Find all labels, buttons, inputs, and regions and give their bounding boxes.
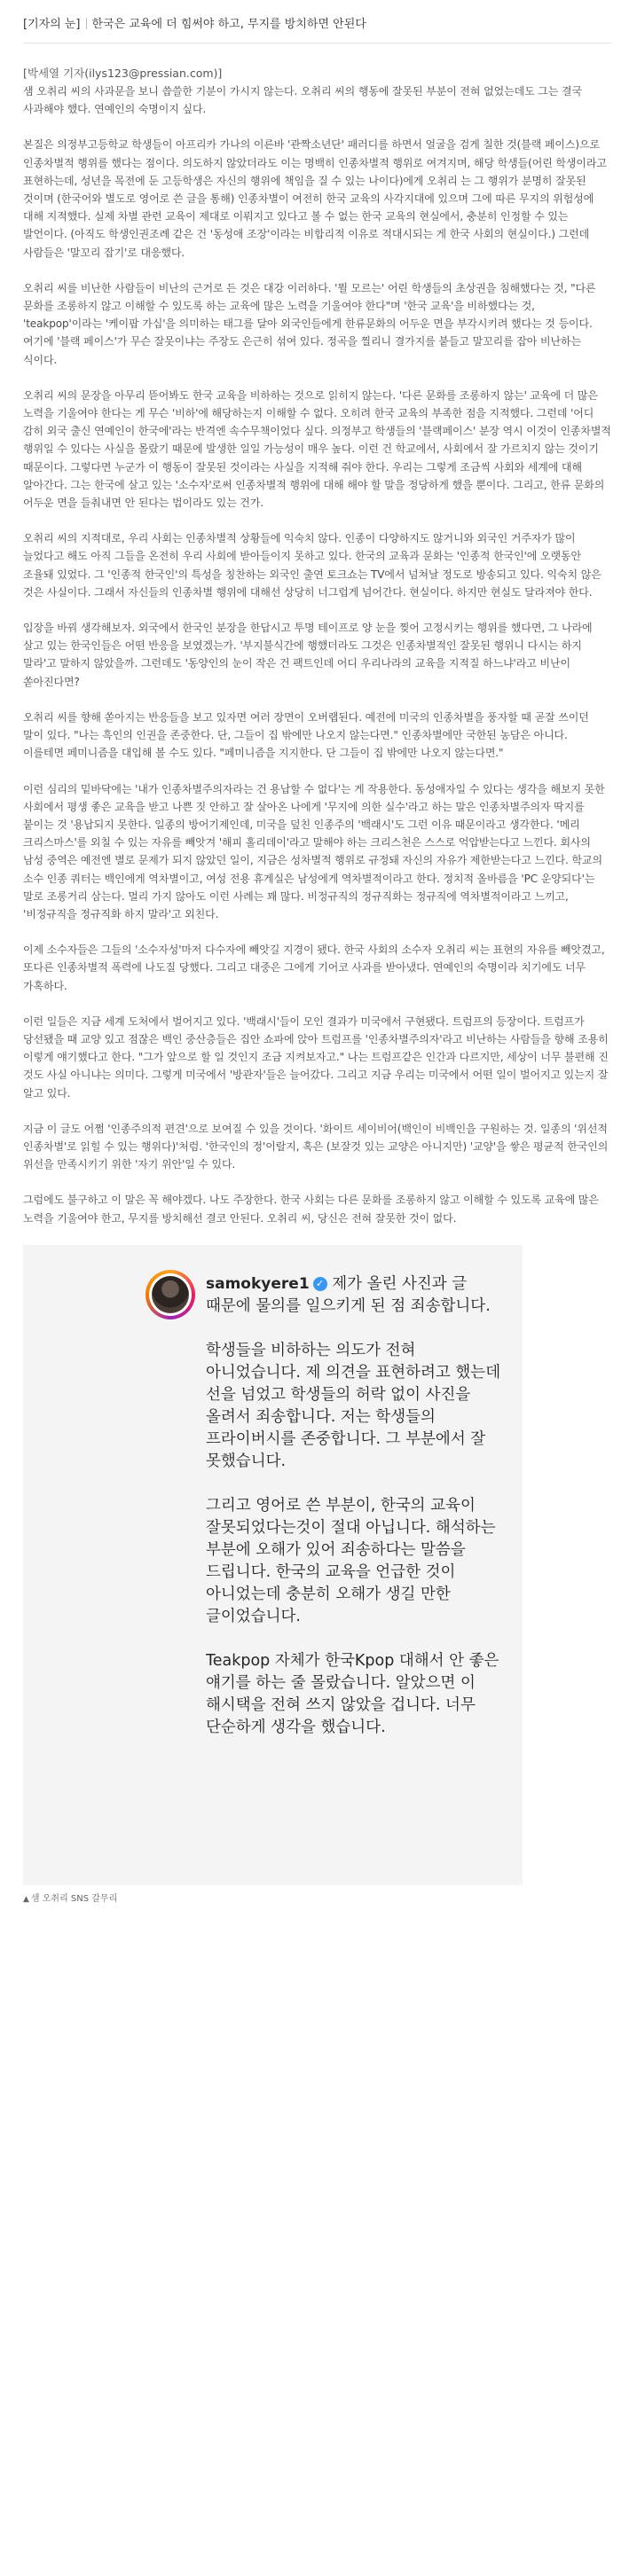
paragraph-9: 이제 소수자들은 그들의 '소수자성'마저 다수자에 빼앗길 지경이 됐다. 한국 사회의 소수자 오취리 씨는 표현의 자유를 빼앗겼고, 또다른 인종차별적 폭력에 나도질 당했다. 그리고 대중은 그에게 기어코 사과를 받아냈다. 연예인의 숙명이라 치기에도 너무 가혹하다. [23, 943, 605, 992]
sns-block-3: Teakpop 자체가 한국Kpop 대해서 안 좋은 얘기를 하는 줄 몰랐습니다. 알았으면 이 해시택을 전혀 쓰지 않았을 겁니다. 너무 단순하게 생각을 했습니다. [206, 1651, 499, 1736]
paragraph-1: 샘 오취리 씨의 사과문을 보니 씁쓸한 기분이 가시지 않는다. 오취리 씨의 행동에 잘못된 부분이 전혀 없었는데도 그는 결국 사과해야 했다. 연예인의 숙명이지 싶다. [23, 85, 582, 116]
sns-username: samokyere1 ✓ [206, 1275, 327, 1293]
paragraph-3: 오취리 씨를 비난한 사람들이 비난의 근거로 든 것은 대강 이러하다. '뭘 모르는' 어린 학생들의 초상권을 침해했다는 것, "다른 문화를 조롱하지 않고 이해할 수 있도록 하는 교육에 많은 노력을 기울여야 한다"며 '한국 교육'을 비하했다는 것, 'teakpop'이라는 '케이팝 가십'을 의미하는 태그를 달아 외국인들에게 한류문화의 어두운 면을 부각시키려 했다는 것 등이다. 여기에 '블랙 페이스'가 무슨 잘못이냐는 주장도 은근히 섞여 있다. 정곡을 찔리니 결가지를 붙들고 말꼬리를 잡아 비난하는 식이다. [23, 281, 596, 366]
profile-photo [152, 1276, 189, 1313]
headline-divider [86, 18, 87, 29]
caption-marker-icon: ▲ [23, 1894, 29, 1904]
headline-tag: [기자의 눈] [23, 18, 81, 31]
paragraph-10: 이런 일들은 지금 세계 도처에서 벌어지고 있다. '백래시'들이 모인 결과가 미국에서 구현됐다. 트럼프의 등장이다. 트럼프가 당선됐을 때 교양 있고 점잖은 백인 중산층들은 집안 쇼파에 앉아 트럼프를 '인종차별주의자'라고 비난하는 사람들을 향해 조용히 이렇게 얘기했다고 한다. "그가 앞으로 할 일 것인지 조금 지켜보자고." 나는 트럼프같은 인간과 다르지만, 세상이 너무 불편해 진 것도 사실 아니냐는 의미다. 그렇게 미국에서 '방관자'들은 늘어갔다. 그리고 지금 우리는 미국에서 어떤 일이 벌어지고 있는지 잘 알고 있다. [23, 1014, 609, 1100]
caption-text: 샘 오취리 SNS 갈무리 [30, 1893, 118, 1904]
paragraph-6: 입장을 바꿔 생각해보자. 외국에서 한국인 분장을 한답시고 투명 테이프로 양 눈을 찢어 고정시키는 행위를 했다면, 그 나라에 살고 있는 한국인들은 어떤 반응을 보였겠는가. '부지불식간에 행했더라도 그것은 인종차별적인 잘못된 행위니 다시는 하지 말라'고 말하지 않았을까. 그런데도 '동양인의 눈이 작은 건 팩트인데 어디 우리나라의 교육을 지적질 하느냐'라고 비난이 쏟아진다면? [23, 622, 593, 688]
headline-title: 한국은 교육에 더 힘써야 하고, 무지를 방치하면 안된다 [91, 18, 366, 31]
byline: [박세열 기자(ilys123@pressian.com)] [23, 67, 223, 80]
paragraph-8: 이런 심리의 밑바닥에는 '내가 인종차별주의자라는 건 용납할 수 없다'는 게 작용한다. 동성애자일 수 있다는 생각을 해보지 못한 사회에서 평생 좋은 교육을 받고 나쁜 짓 안하고 잘 살아온 나에게 '무지에 의한 실수'라고 하는 말은 인종차별주의자 딱지를 붙이는 것 '용납되지 못한다. 일종의 방어기제인데, 미국을 덮친 인종주의 '백래시'도 그런 이유 때문이라고 생각한다. '메리 크리스마스'를 외칠 수 있는 자유를 빼앗겨 '해피 홀리데이'라고 말해야 하는 크리스천은 스스로 억압받는다고 느낀다. 회사의 남성 중역은 예전엔 별로 문제가 되지 않았던 일이, 지금은 성차별적 행위로 규정돼 자신의 자유가 제한받는다고 느낀다. 학교의 소수 인종 쿼터는 백인에게 역차별이고, 여성 전용 휴게실은 남성에게 역차별적이라고 한다. 정치적 올바름을 'PC 운양되다'는 말로 조롱거리 삼는다. 멀리 가지 않아도 이런 사례는 꽤 많다. 비정규직의 정규직화는 정규직에 역차별적이라고 느끼고, '비정규직을 정규직화 하지 말라'고 외친다. [23, 782, 605, 920]
avatar [145, 1270, 195, 1319]
article-headline [23, 11, 611, 43]
sns-block-2: 그리고 영어로 쓴 부분이, 한국의 교육이 잘못되었다는것이 절대 아닙니다. 해석하는 부분에 오해가 있어 죄송하다는 말씀을 드립니다. 한국의 교육을 언급한 것이 아니었는데 충분히 오해가 생길 만한 글이었습니다. [206, 1496, 496, 1625]
sns-block-1: 학생들을 비하하는 의도가 전혀 아니었습니다. 제 의견을 표현하려고 했는데 선을 넘었고 학생들의 허락 없이 사진을 올려서 죄송합니다. 저는 학생들의 프라이버시를 존중합니다. 그 부분에서 잘 못했습니다. [206, 1341, 501, 1470]
sns-first-line: 제가 올린 사진과 글 때문에 물의를 일으키게 된 점 죄송합니다. [206, 1274, 491, 1315]
sns-screenshot [23, 1245, 523, 1885]
sns-post-text [206, 1273, 507, 1761]
paragraph-5: 오취리 씨의 지적대로, 우리 사회는 인종차별적 상황들에 익숙치 않다. 인종이 다양하지도 않거니와 외국인 거주자가 많이 늘었다고 해도 아직 그들을 온전히 우리 사회에 받아들이지 못하고 있다. 한국의 교육과 문화는 '인종적 한국인'에 오랫동안 조율돼 있었다. 그 '인종적 한국인'의 특성을 칭찬하는 외국인 출연 토크쇼는 TV에서 넘쳐날 정도로 방송되고 있다. 익숙치 않은 것은 사실이다. 그래서 자신들의 인종차별 행위에 대해선 상당히 너그럽게 넘어간다. 현실이다. 하지만 현실도 달라져야 한다. [23, 532, 601, 599]
paragraph-11: 지금 이 글도 어쩜 '인종주의적 편견'으로 보여질 수 있을 것이다. '화이트 세이비어(백인이 비백인을 구원하는 것. 일종의 '위선적 인종차별'로 읽힐 수 있는 행위다)'처럼. '한국인의 정'이랄지, 혹은 (보잘것 있는 교양은 아니지만) '교양'을 쌓은 평균적 한국인의 위선을 만족시키기 위한 '자기 위안'일 수 있다. [23, 1122, 609, 1171]
paragraph-4: 오취리 씨의 문장을 아무리 뜯어봐도 한국 교육을 비하하는 것으로 읽히지 않는다. '다른 문화를 조롱하지 않는' 교육에 더 많은 노력을 기울여야 한다는 게 무슨 '비하'에 해당하는지 이해할 수 없다. 오히려 한국 교육의 부족한 점을 지적했다. 그런데 '어디 감히 외국 출신 연예인이 한국에'라는 반격엔 속수무책이었다 싶다. 의정부고 학생들의 '블랙페이스' 분장 역시 이것이 인종차별적 행위일 수 있다는 사실을 몰랐기 때문에 발생한 일일 가능성이 매우 높다. 이런 건 학교에서, 사회에서 잘 가르치지 않는 것이기 때문이다. 그렇다면 누군가 이 행동이 잘못된 것이라는 사실을 지적해 줘야 한다. 우리는 그렇게 조금씩 사회와 세계에 대해 알아간다. 그는 한국에 살고 있는 '소수자'로써 인종차별적 행위에 대해 해야 할 말을 정당하게 했을 뿐이다. 그리고, 한류 문화의 어두운 면을 들춰내면 안 된다는 법이라도 있는 건가. [23, 388, 611, 510]
verified-badge-icon: ✓ [313, 1277, 327, 1291]
image-caption [23, 1891, 611, 1904]
paragraph-12: 그럼에도 불구하고 이 말은 꼭 해야겠다. 나도 주장한다. 한국 사회는 다른 문화를 조롱하지 않고 이해할 수 있도록 교육에 많은 노력을 기울여야 한고, 무지를 방치해선 결코 안된다. 오취리 씨, 당신은 전혀 잘못한 것이 없다. [23, 1194, 599, 1225]
paragraph-7: 오취리 씨를 향해 쏟아지는 반응들을 보고 있자면 여러 장면이 오버랩된다. 예전에 미국의 인종차별을 풍자할 때 곧잘 쓰이던 말이 있다. "나는 흑인의 인권을 존중한다. 단, 그들이 집 밖에만 나오지 않는다면." 인종차별에만 국한된 농담은 아니다. 이를테면 페미니즘을 대입해 볼 수도 있다. "페미니즘을 지지한다. 단 그들이 집 밖에만 나오지 않는다면." [23, 710, 589, 760]
paragraph-2: 본질은 의정부고등학교 학생들이 아프리카 가나의 이른바 '관짝소년단' 패러디를 하면서 얼굴을 검게 칠한 것(블랙 페이스)으로 인종차별적 행위를 했다는 점이다. 의도하지 않았더라도 이는 명백히 인종차별적 행위로 여겨지며, 해당 학생들(어린 학생이라고 표현하는데, 성년을 목전에 둔 고등학생은 자신의 행위에 책임을 질 수 있는 나이다)에게 오취리 는 그 행위가 분명히 잘못된 것이며 (한국어와 별도로 영어로 쓴 글을 통해) 인종차별이 여전히 한국 교육의 사각지대에 있으며 그에 따른 무지의 위험성에 대해 지적했다. 실제 차별 관련 교육이 제대로 이뤄지고 있다고 볼 수 없는 한국 교육의 현실에서, 충분히 인정할 수 있는 발언이다. (아직도 학생인권조례 같은 건 '동성애 조장'이라는 비합리적 이유로 적대시되는 게 한국 사회의 현실이다.) 그런데 사람들은 '말꼬리 잡기'로 대응했다. [23, 138, 607, 259]
